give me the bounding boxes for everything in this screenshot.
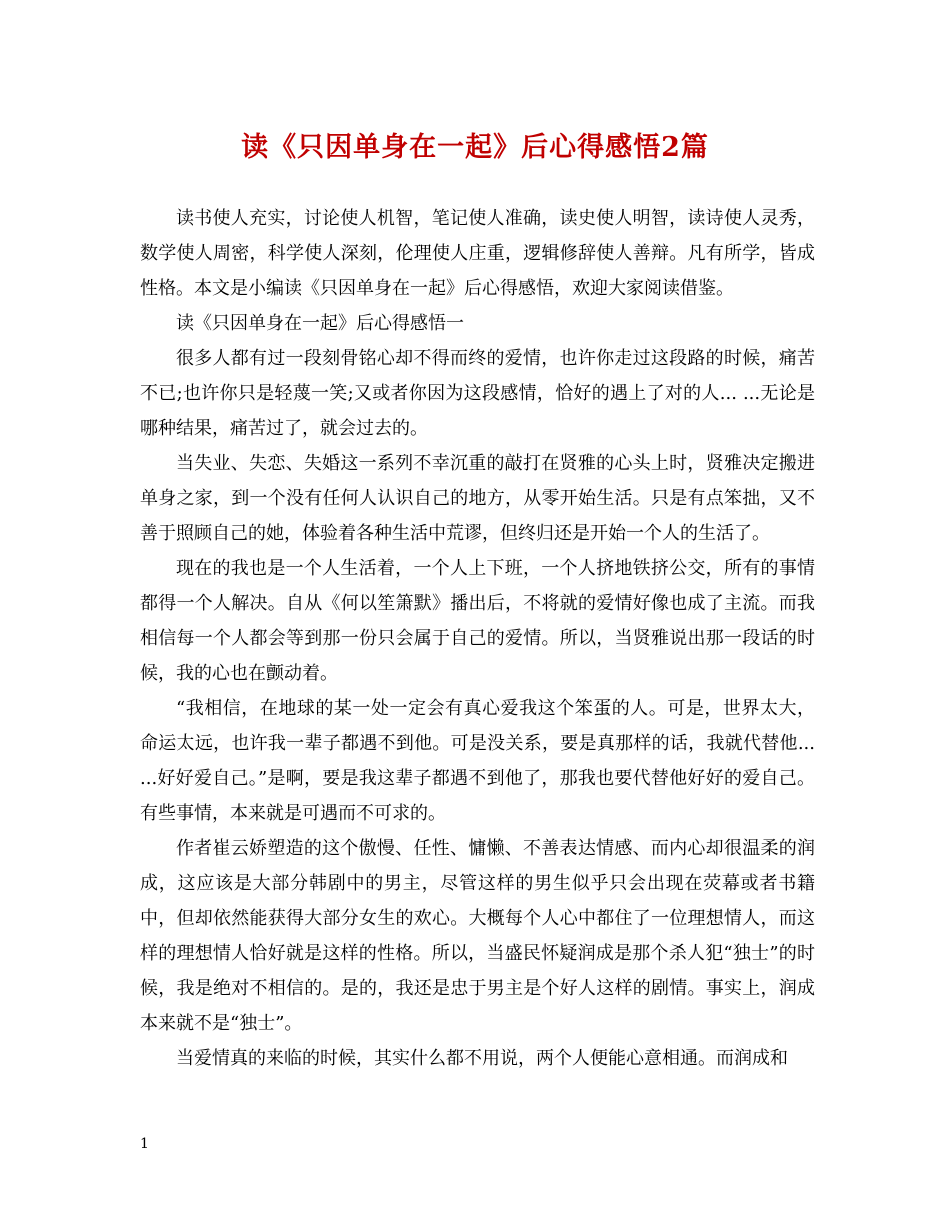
body-paragraph: 当爱情真的来临的时候，其实什么都不用说，两个人便能心意相通。而润成和 xyxy=(176,1048,788,1069)
body-paragraph: 很多人都有过一段刻骨铭心却不得而终的爱情，也许你走过这段路的时候，痛苦不已;也许你只是轻蔑一笑;又或者你因为这段感情，恰好的遇上了对的人... ...无论是哪种结果，痛苦过了，就会过去的。 xyxy=(140,348,815,439)
body-paragraph: 作者崔云娇塑造的这个傲慢、任性、慵懒、不善表达情感、而内心却很温柔的润成，这应该是大部分韩剧中的男主，尽管这样的男生似乎只会出现在荧幕或者书籍中，但却依然能获得大部分女生的欢心。大概每个人心中都住了一位理想情人，而这样的理想情人恰好就是这样的性格。所以，当盛民怀疑润成是那个杀人犯“独士”的时候，我是绝对不相信的。是的，我还是忠于男主是个好人这样的剧情。事实上，润成本来就不是“独士”。 xyxy=(140,838,815,1034)
body-paragraph: “我相信，在地球的某一处一定会有真心爱我这个笨蛋的人。可是，世界太大，命运太远，也许我一辈子都遇不到他。可是没关系，要是真那样的话，我就代替他... ...好好爱自己。”是啊，要是我这辈子都遇不到他了，那我也要代替他好好的爱自己。有些事情，本来就是可遇而不可求的。 xyxy=(140,698,815,824)
intro-paragraph: 读书使人充实，讨论使人机智，笔记使人准确，读史使人明智，读诗使人灵秀，数学使人周密，科学使人深刻，伦理使人庄重，逻辑修辞使人善辩。凡有所学，皆成性格。本文是小编读《只因单身在一起》后心得感悟，欢迎大家阅读借鉴。 xyxy=(140,208,815,299)
document-title: 读《只因单身在一起》后心得感悟2篇 xyxy=(241,132,709,163)
section-heading: 读《只因单身在一起》后心得感悟一 xyxy=(176,313,464,334)
body-paragraph: 当失业、失恋、失婚这一系列不幸沉重的敲打在贤雅的心头上时，贤雅决定搬进单身之家，到一个没有任何人认识自己的地方，从零开始生活。只是有点笨拙，又不善于照顾自己的她，体验着各种生活中荒谬，但终归还是开始一个人的生活了。 xyxy=(140,453,815,544)
body-paragraph: 现在的我也是一个人生活着，一个人上下班，一个人挤地铁挤公交，所有的事情都得一个人解决。自从《何以笙箫默》播出后，不将就的爱情好像也成了主流。而我相信每一个人都会等到那一份只会属于自己的爱情。所以，当贤雅说出那一段话的时候，我的心也在颤动着。 xyxy=(140,558,815,684)
document-body xyxy=(140,201,815,1076)
page-number: 1 xyxy=(140,1136,149,1152)
